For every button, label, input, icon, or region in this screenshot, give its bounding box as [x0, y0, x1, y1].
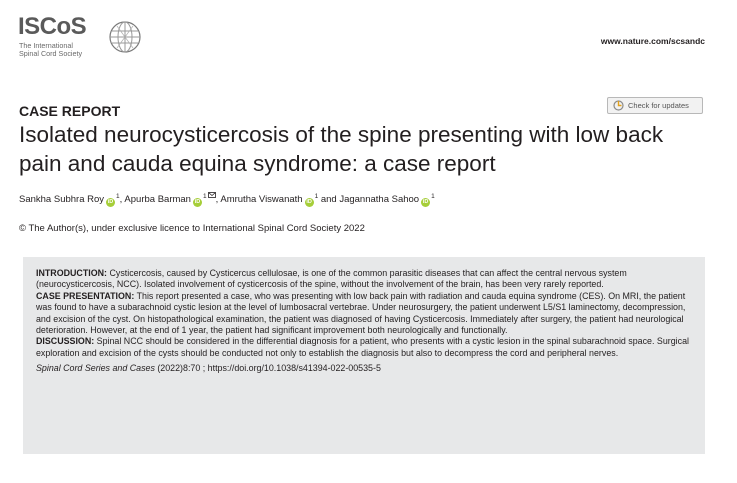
author-affiliation: 1	[116, 193, 120, 200]
check-for-updates-label: Check for updates	[628, 101, 689, 110]
abstract-box	[23, 257, 705, 454]
author-affiliation: 1	[314, 193, 319, 200]
logo-subtitle-line2: Spinal Cord Society	[19, 49, 83, 58]
globe-emblem-icon	[108, 20, 142, 54]
author-list	[19, 192, 435, 207]
citation-journal: Spinal Cord Series and Cases	[36, 363, 155, 374]
article-title: Isolated neurocysticercosis of the spine presenting with low back pain and cauda equina syndrome: a case report	[19, 122, 664, 176]
author-name[interactable]: Apurba Barman	[124, 194, 191, 205]
section-text: This report presented a case, who was presenting with low back pain with radiation and cauda equina syndrome (CES). On MRI, the patient was found to have a subarachnoid cystic lesion at the level of lumbosacral vertebrae. Under neurosurgery, the patient underwent L5/S1 laminectomy, decompression, and excision of the cyst. On histopathological examination, the patient was diagnosed of having Cysticercosis. Immediately after surgery, the patient had neurological deterioration. However, at the end of 1 year, the patient had significant improvement both neurologically and functionally.	[36, 290, 686, 336]
author-affiliation: 1	[202, 193, 207, 200]
author-separator: ,	[119, 194, 125, 205]
citation-line	[36, 363, 695, 374]
section-label: INTRODUCTION:	[36, 268, 107, 278]
author-separator: ,	[215, 194, 221, 205]
journal-url-link[interactable]: www.nature.com/scsandc	[600, 36, 705, 46]
author-separator: and	[318, 194, 340, 205]
section-label: CASE PRESENTATION:	[36, 290, 135, 301]
author-name[interactable]: Sankha Subhra Roy	[19, 194, 105, 205]
abstract-discussion	[36, 336, 695, 359]
iscos-logo	[18, 14, 138, 62]
abstract-introduction	[36, 268, 695, 291]
logo-wordmark: ISCoS	[18, 13, 87, 40]
orcid-icon[interactable]: iD	[194, 199, 201, 205]
citation-details[interactable]: (2022)8:70 ; https://doi.org/10.1038/s41394-022-00535-5	[154, 363, 381, 374]
check-for-updates-button[interactable]	[607, 97, 703, 114]
author-affiliation: 1	[431, 193, 435, 200]
update-ribbon-icon	[613, 100, 624, 111]
article-type-heading: CASE REPORT	[19, 103, 121, 119]
section-label: DISCUSSION:	[36, 336, 95, 347]
orcid-icon[interactable]: iD	[306, 199, 312, 205]
abstract-case-presentation	[36, 291, 695, 337]
copyright-notice: © The Author(s), under exclusive licence to International Spinal Cord Society 2022	[19, 223, 365, 234]
orcid-icon[interactable]: iD	[422, 199, 429, 205]
author-name[interactable]: Amrutha Viswanath	[220, 194, 303, 205]
section-text: Spinal NCC should be considered in the differential diagnosis for a patient, who presents with a cystic lesion in the spinal subarachnoid space. Surgical exploration and excision of the cysts should be conducted not only to establish the diagnosis but also to decompress the cord and peripheral nerves.	[36, 336, 689, 358]
section-text: Cysticercosis, caused by Cysticercus cellulosae, is one of the common parasitic diseases that can affect the central nervous system (neurocysticercosis, NCC). Isolated involvement of cysticercosis of the spine, without the involvement of the brain, has been very rarely reported.	[36, 268, 627, 290]
logo-subtitle-line1: The International	[19, 41, 73, 50]
orcid-icon[interactable]: iD	[107, 199, 114, 205]
author-name[interactable]: Jagannatha Sahoo	[339, 194, 420, 205]
envelope-icon[interactable]	[208, 192, 216, 198]
